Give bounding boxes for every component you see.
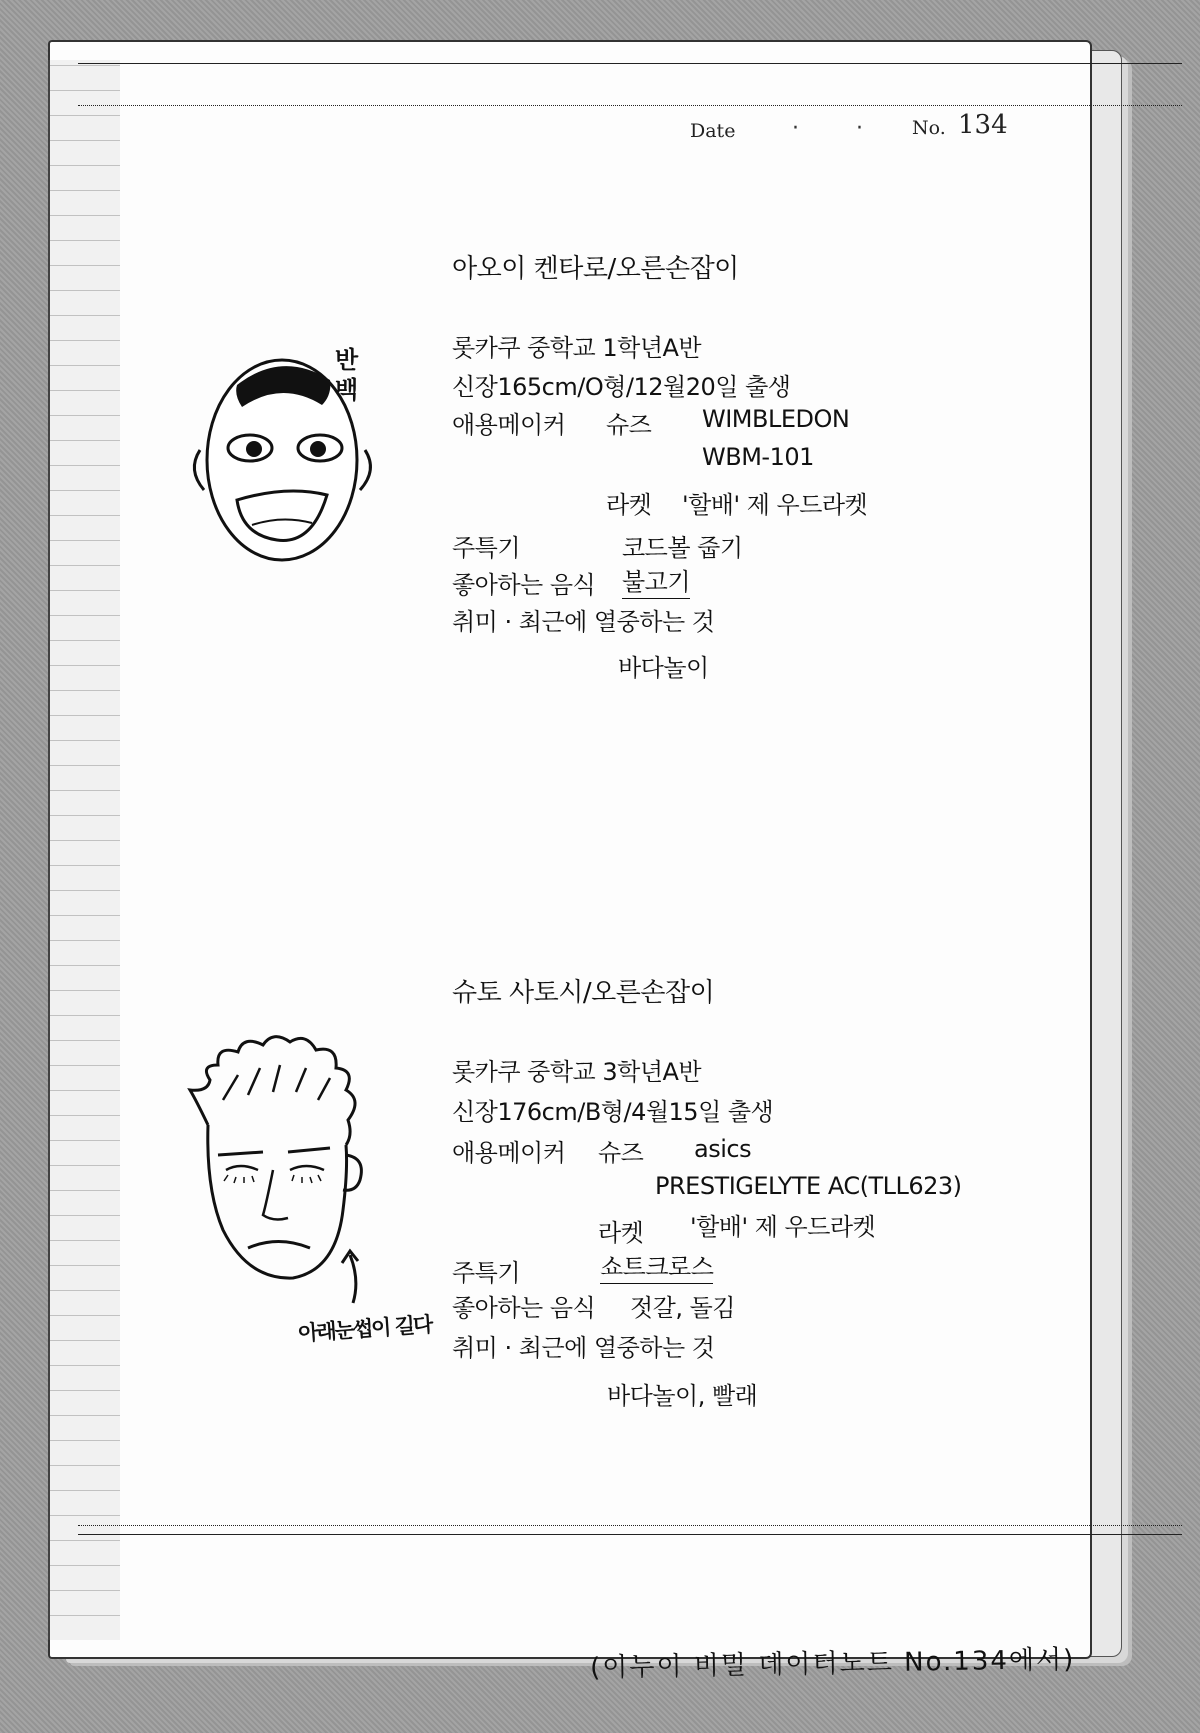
- arrow-icon: [338, 1245, 368, 1305]
- profile2-food-value: 젓갈, 돌김: [630, 1294, 735, 1322]
- profile1-racket-value: '할배' 제 우드라켓: [682, 491, 868, 519]
- footer-rule: [78, 1534, 1182, 1535]
- profile1-shoes-model: WBM-101: [702, 443, 814, 471]
- kentaro-sketch: [182, 345, 402, 570]
- footer-dotted-rule: [78, 1525, 1182, 1526]
- sketch-note-2: 아래눈썹이 길다: [297, 1312, 433, 1346]
- page-number: 134: [958, 110, 1008, 140]
- profile2-shoes-brand: asics: [694, 1135, 752, 1163]
- number-label: No.: [912, 117, 946, 139]
- sketch-note-1: 반백: [335, 346, 359, 404]
- profile2-title: 슈토 사토시/오른손잡이: [452, 978, 715, 1008]
- profile1-stats: 신장165cm/O형/12월20일 출생: [452, 373, 791, 401]
- profile1-food-value: 불고기: [622, 562, 690, 599]
- profile1-shoes-label: 슈즈: [606, 411, 652, 439]
- profile1-skill-value: 코드볼 줍기: [622, 534, 743, 562]
- profile1-racket-label: 라켓: [606, 491, 652, 519]
- profile2-stats: 신장176cm/B형/4월15일 출생: [452, 1098, 774, 1126]
- profile1-shoes-brand: WIMBLEDON: [702, 405, 850, 433]
- profile2-shoes-model: PRESTIGELYTE AC(TLL623): [655, 1172, 962, 1200]
- header-dotted-rule: [78, 105, 1182, 106]
- date-label: Date: [690, 120, 736, 142]
- source-note: (이누이 비밀 데이터노트 No.134에서): [589, 1644, 1076, 1684]
- profile1-hobby-value: 바다놀이: [618, 654, 709, 682]
- profile2-skill-label: 주특기: [452, 1259, 521, 1287]
- profile2-skill-value: 쇼트크로스: [600, 1247, 713, 1284]
- profile2-shoes-label: 슈즈: [598, 1139, 644, 1167]
- profile2-food-label: 좋아하는 음식: [452, 1294, 596, 1322]
- date-separator: ·: [856, 116, 863, 141]
- profile2-racket-label: 라켓: [598, 1219, 644, 1247]
- date-separator: ·: [792, 116, 799, 141]
- profile1-maker-label: 애용메이커: [452, 411, 566, 439]
- profile2-school: 롯카쿠 중학교 3학년A반: [452, 1058, 702, 1086]
- header-rule: [78, 63, 1182, 64]
- profile1-school: 롯카쿠 중학교 1학년A반: [452, 334, 702, 362]
- profile1-title: 아오이 켄타로/오른손잡이: [452, 254, 739, 284]
- profile2-maker-label: 애용메이커: [452, 1139, 566, 1167]
- profile2-hobby-value: 바다놀이, 빨래: [607, 1382, 758, 1410]
- profile1-skill-label: 주특기: [452, 534, 521, 562]
- profile1-food-label: 좋아하는 음식: [452, 571, 596, 599]
- page-curl: [48, 60, 120, 1640]
- profile2-racket-value: '할배' 제 우드라켓: [690, 1213, 876, 1241]
- profile2-hobby-label: 취미 · 최근에 열중하는 것: [452, 1334, 715, 1362]
- profile1-hobby-label: 취미 · 최근에 열중하는 것: [452, 608, 715, 636]
